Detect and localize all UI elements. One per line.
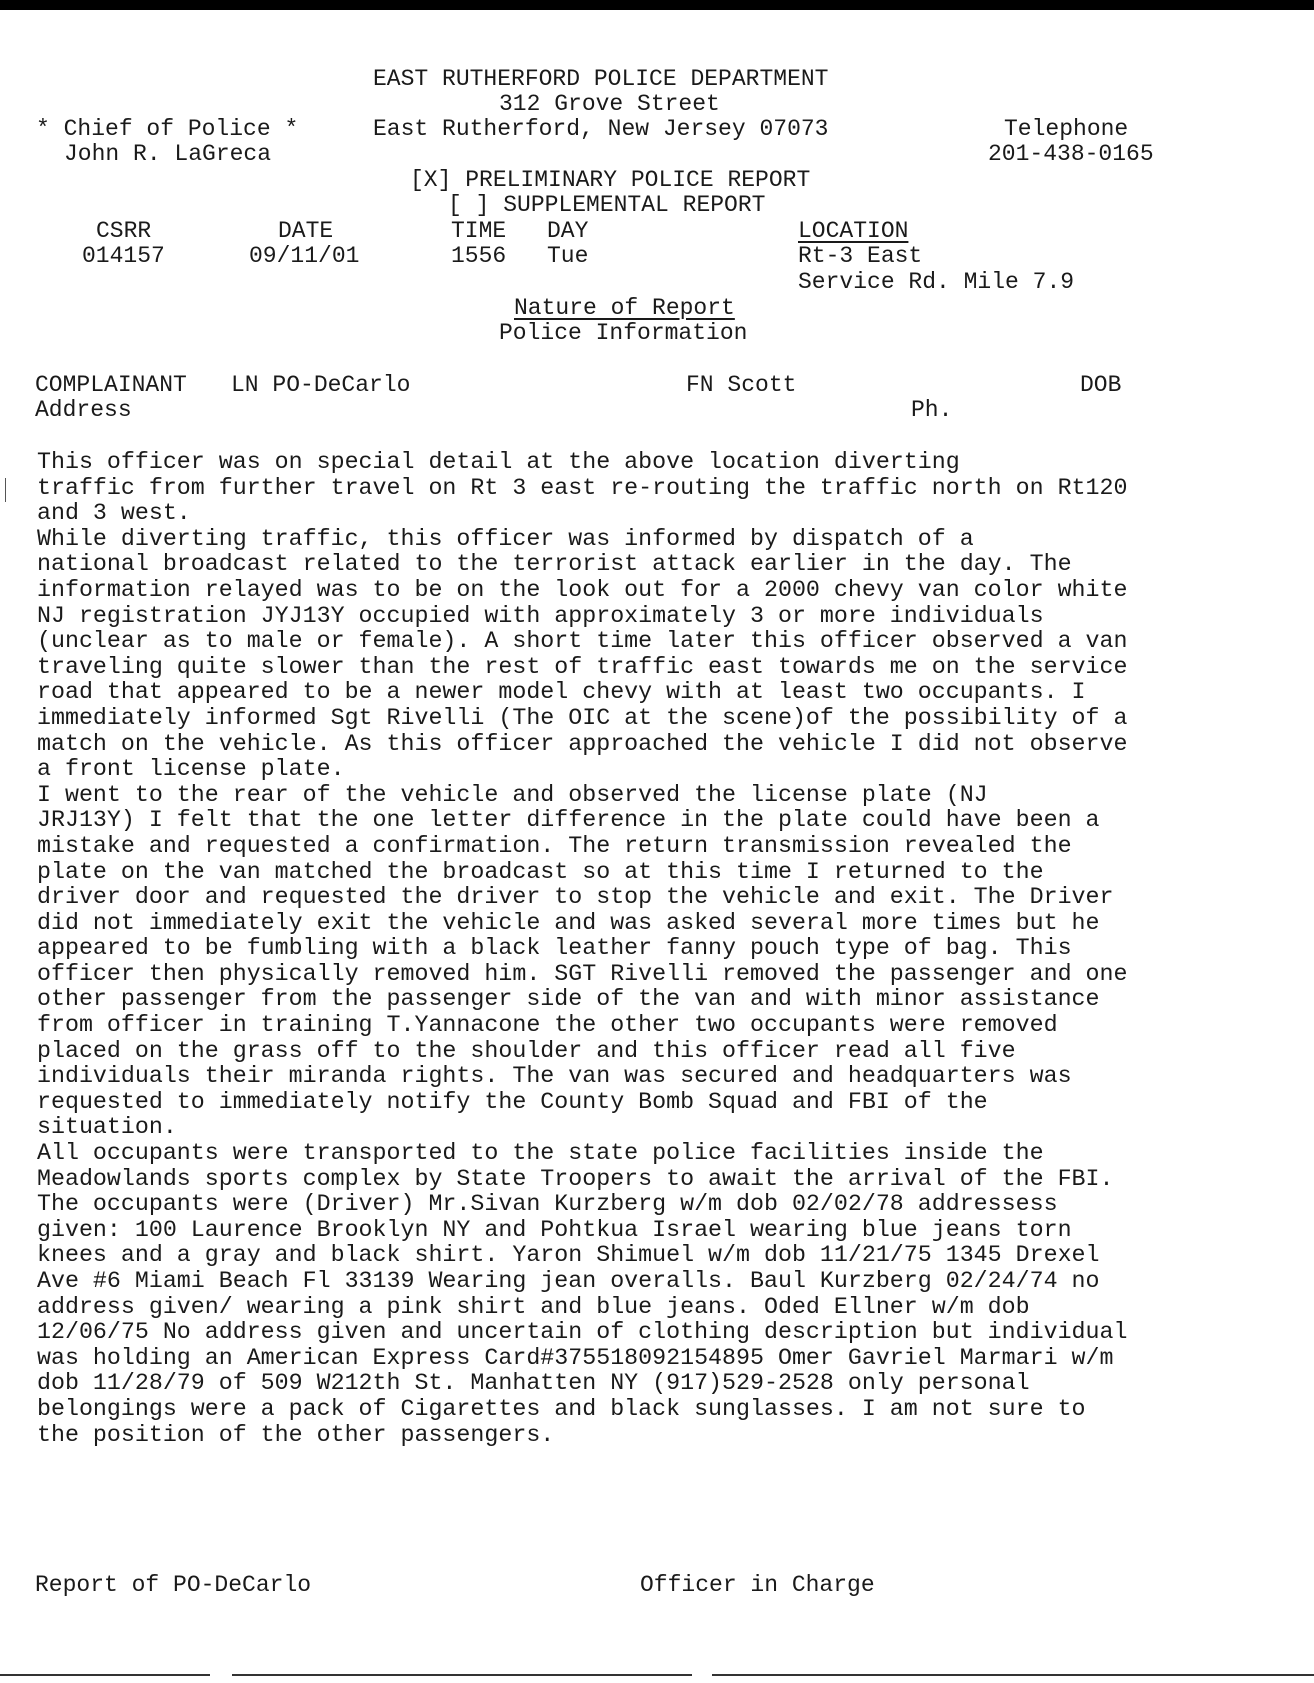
time-value: 1556 — [451, 243, 507, 269]
complainant-phone-label: Ph. — [911, 397, 953, 423]
nature-value: Police Information — [499, 320, 748, 346]
narrative-paragraph: All occupants were transported to the state police facilities inside the Meadowlands sports complex by State Troopers to await the arrival of the FBI. The occupants were (Driver) Mr.Sivan Kurzberg w/m dob 02/02/78 addressess given: 100 Laurence Brooklyn NY and Pohtkua Israel wearing blue jeans torn knees and a gray and black shirt. Yaron Shimuel w/m dob 11/21/75 1345 Drexel Ave #6 Miami Beach Fl 33139 Wearing jean overalls. Baul Kurzberg 02/24/74 no address given/ wearing a pink shirt and blue jeans. Oded Ellner w/m dob 12/06/75 No address given and uncertain of clothing description but individual was holding an American Express Card#375518092154895 Omer Gavriel Marmari w/m dob 11/28/79 of 509 W212th St. Manhatten NY (917)529-2528 only personal belongings were a pack of Cigarettes and black sunglasses. I am not sure to the position of the other passengers. — [37, 1140, 1128, 1448]
complainant-first-name: FN Scott — [686, 372, 797, 398]
complainant-label: COMPLAINANT — [35, 372, 187, 398]
date-value: 09/11/01 — [249, 243, 360, 269]
telephone-label: Telephone — [1004, 116, 1129, 142]
nature-label: Nature of Report — [514, 295, 735, 321]
bottom-rule-segment — [232, 1674, 692, 1676]
chief-name: John R. LaGreca — [64, 141, 272, 167]
day-value: Tue — [547, 243, 589, 269]
location-line2: Service Rd. Mile 7.9 — [798, 269, 1075, 295]
margin-mark — [5, 478, 6, 502]
location-label: LOCATION — [798, 218, 909, 244]
department-city: East Rutherford, New Jersey 07073 — [373, 116, 829, 142]
csrr-label: CSRR — [96, 218, 152, 244]
date-label: DATE — [278, 218, 334, 244]
department-street: 312 Grove Street — [499, 91, 720, 117]
report-of: Report of PO-DeCarlo — [35, 1572, 312, 1598]
narrative-paragraph: While diverting traffic, this officer was informed by dispatch of a national broadcast related to the terrorist attack earlier in the day. The information relayed was to be on the look out for a 2000 chevy van color white NJ registration JYJ13Y occupied with approximately 3 or more individuals (unclear as to male or female). A short time later this officer observed a van traveling quite slower than the rest of traffic east towards me on the service road that appeared to be a newer model chevy with at least two occupants. I immediately informed Sgt Rivelli (The OIC at the scene)of the possibility of a match on the vehicle. As this officer approached the vehicle I did not observe a front license plate. — [37, 525, 1128, 783]
supplemental-report-checkbox: [ ] SUPPLEMENTAL REPORT — [448, 192, 766, 218]
bottom-rule-segment — [712, 1674, 1314, 1676]
bottom-rule-segment — [0, 1674, 210, 1676]
narrative-paragraph: This officer was on special detail at the above location diverting traffic from further travel on Rt 3 east re-routing the traffic north on Rt120 and 3 west. — [37, 449, 1128, 527]
department-name: EAST RUTHERFORD POLICE DEPARTMENT — [373, 66, 829, 92]
complainant-address-label: Address — [35, 397, 132, 423]
chief-title: * Chief of Police * — [36, 116, 299, 142]
complainant-last-name: LN PO-DeCarlo — [231, 372, 411, 398]
report-narrative — [37, 450, 1287, 1448]
day-label: DAY — [547, 218, 589, 244]
time-label: TIME — [451, 218, 507, 244]
scan-top-border — [0, 0, 1314, 10]
csrr-value: 014157 — [82, 243, 165, 269]
telephone-number: 201-438-0165 — [988, 141, 1154, 167]
officer-in-charge: Officer in Charge — [640, 1572, 875, 1598]
complainant-dob-label: DOB — [1080, 372, 1122, 398]
location-line1: Rt-3 East — [798, 243, 923, 269]
preliminary-report-checkbox: [X] PRELIMINARY POLICE REPORT — [410, 167, 811, 193]
narrative-paragraph: I went to the rear of the vehicle and observed the license plate (NJ JRJ13Y) I felt that the one letter difference in the plate could have been a mistake and requested a confirmation. The return transmission revealed the plate on the van matched the broadcast so at this time I returned to the driver door and requested the driver to stop the vehicle and exit. The Driver did not immediately exit the vehicle and was asked several more times but he appeared to be fumbling with a black leather fanny pouch type of bag. This officer then physically removed him. SGT Rivelli removed the passenger and one other passenger from the passenger side of the van and with minor assistance from officer in training T.Yannacone the other two occupants were removed placed on the grass off to the shoulder and this officer read all five individuals their miranda rights. The van was secured and headquarters was requested to immediately notify the County Bomb Squad and FBI of the situation. — [37, 781, 1128, 1141]
